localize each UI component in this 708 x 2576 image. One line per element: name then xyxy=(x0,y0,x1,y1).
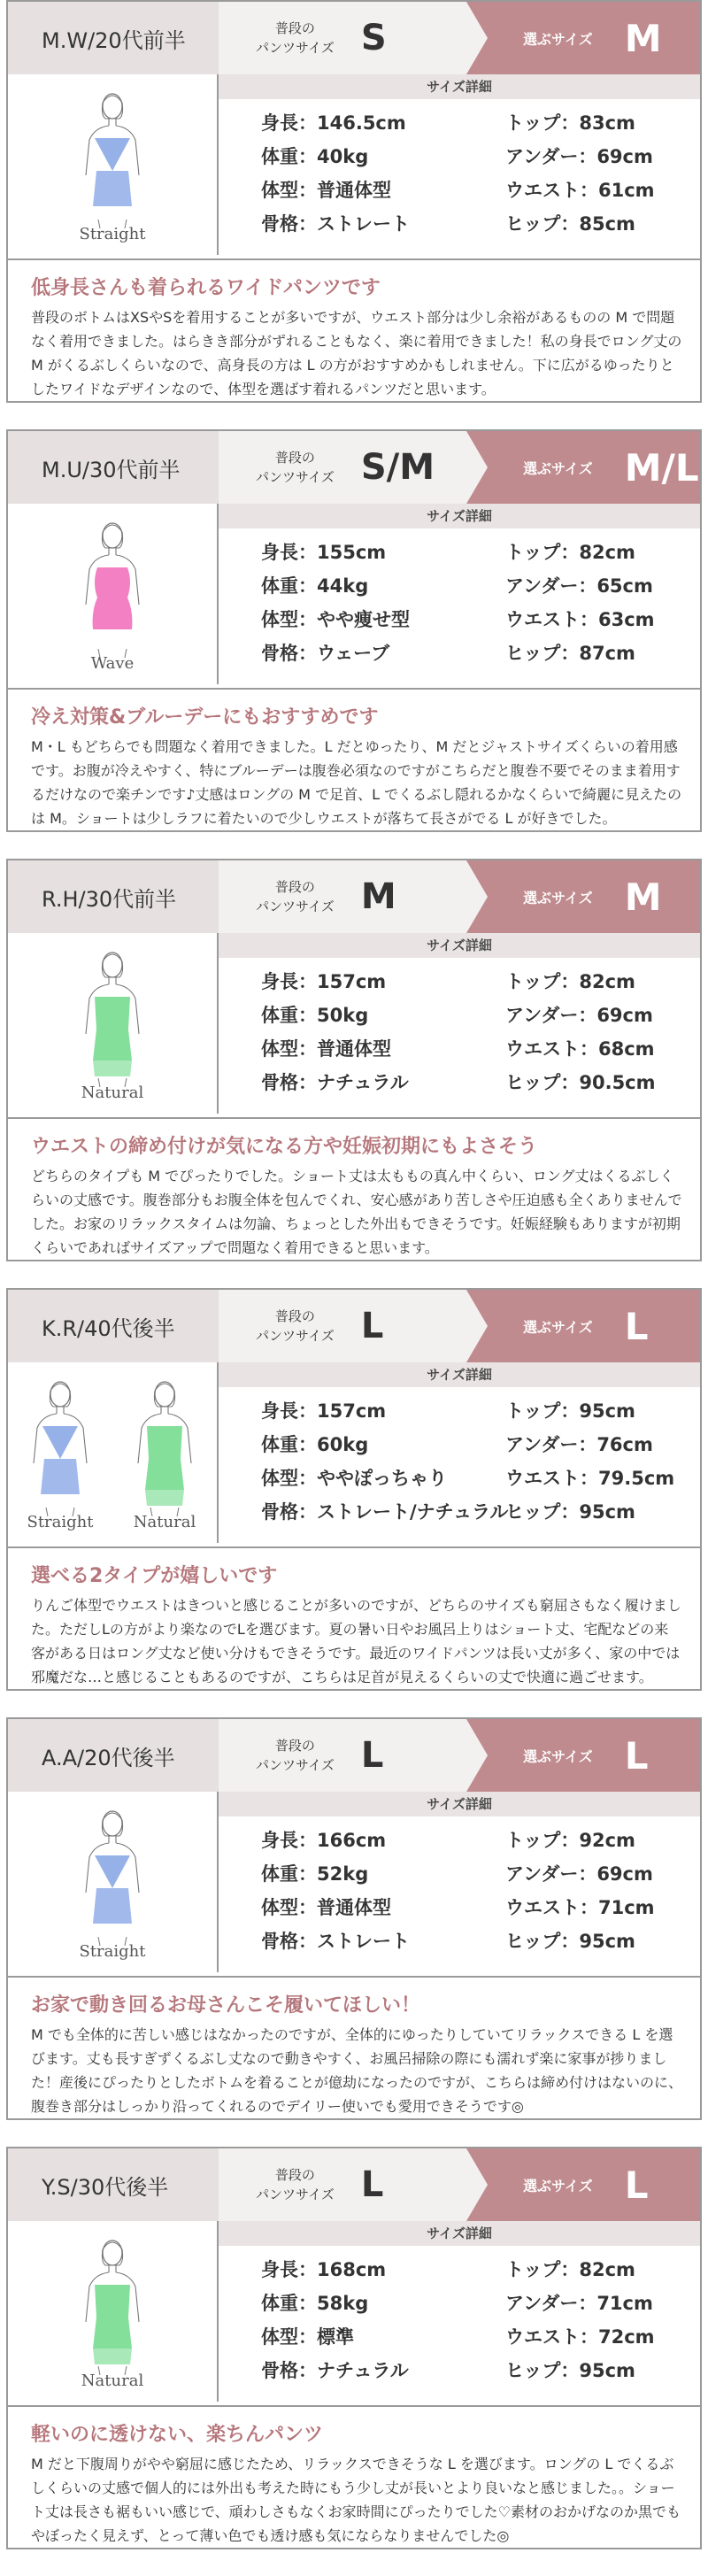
size-stat: ウエスト：71cm xyxy=(505,1897,655,1918)
body-figure-wave xyxy=(68,516,157,673)
chosen-size-box xyxy=(466,431,700,504)
usual-size-label-line1: 普段の xyxy=(274,2167,315,2183)
size-detail-grid xyxy=(219,1387,700,1527)
size-stat: 体型：やや痩せ型 xyxy=(261,609,410,630)
size-stat: ウエスト：61cm xyxy=(505,180,655,201)
review-body xyxy=(8,1117,700,1260)
size-stat: ヒップ：87cm xyxy=(505,643,635,664)
review-card xyxy=(6,1288,702,1691)
usual-size-label-line2: パンツサイズ xyxy=(256,899,335,914)
body-type-figures xyxy=(8,504,219,684)
body-type-label: Straight xyxy=(79,1941,146,1961)
usual-size-label-line2: パンツサイズ xyxy=(256,2187,335,2202)
review-body xyxy=(8,688,700,830)
body-figure-straight xyxy=(68,87,157,243)
body-type-label: Natural xyxy=(133,1512,196,1531)
body-figure-natural xyxy=(120,1375,209,1531)
size-stat: トップ：83cm xyxy=(505,112,635,134)
usual-size-label xyxy=(256,19,335,58)
reviewer-name-text: M.U/30代前半 xyxy=(42,457,181,482)
review-text: どちらのタイプも M でぴったりでした。ショート丈は太ももの真ん中くらい、ロング丈はくるぶしくらいの丈感です。腹巻部分もお腹全体を包んでくれ、安心感があり苦しさや圧迫感も全くありませんでした。お家のリラックスタイムは勿論、ちょっとした外出もできそうです。妊娠経験もありますが初期くらいであればサイズアップで問題なく着用できると思います。 xyxy=(31,1168,682,1256)
body-type-label: Natural xyxy=(81,2371,144,2390)
size-stat: アンダー：65cm xyxy=(505,575,653,597)
size-stat: アンダー：69cm xyxy=(505,1005,653,1026)
usual-size-value: S xyxy=(360,18,387,58)
natural-silhouette-icon xyxy=(68,2233,157,2375)
usual-size-value: L xyxy=(360,1306,384,1346)
size-stat: 身長：157cm xyxy=(261,971,387,992)
size-stat: トップ：92cm xyxy=(505,1830,635,1851)
body-figure-straight xyxy=(16,1375,104,1531)
review-title: 低身長さんも着られるワイドパンツです xyxy=(31,277,381,299)
chosen-size-value: M/L xyxy=(624,445,699,490)
size-detail-grid xyxy=(219,958,700,1098)
size-stat: 体重：52kg xyxy=(261,1863,369,1885)
size-stat: トップ：82cm xyxy=(505,2259,635,2280)
usual-size-label xyxy=(256,448,335,487)
size-stat: 身長：157cm xyxy=(261,1400,387,1422)
size-stat: 身長：155cm xyxy=(261,542,387,563)
review-body xyxy=(8,2405,700,2548)
chosen-size-box xyxy=(466,2,700,74)
usual-size-label-line2: パンツサイズ xyxy=(256,1757,335,1773)
size-stat: 骨格：ナチュラル xyxy=(261,2360,409,2381)
body-type-figures xyxy=(8,1792,219,1972)
usual-size-label-line1: 普段の xyxy=(274,1738,315,1754)
size-stat: 体重：44kg xyxy=(261,575,369,597)
body-figure-straight xyxy=(68,1804,157,1961)
size-detail xyxy=(219,1362,700,1543)
review-body xyxy=(8,258,700,401)
review-card xyxy=(6,429,702,832)
chosen-size-value: L xyxy=(624,1304,649,1348)
size-stat: 身長：166cm xyxy=(261,1830,387,1851)
size-stat: 体型：標準 xyxy=(261,2326,354,2348)
size-stat: 身長：168cm xyxy=(261,2259,387,2280)
size-stat: トップ：82cm xyxy=(505,542,635,563)
usual-size-value: L xyxy=(360,1735,384,1776)
body-figure-natural xyxy=(68,945,157,1102)
usual-size-box xyxy=(219,1719,466,1792)
size-stat: ウエスト：63cm xyxy=(505,609,655,630)
straight-silhouette-icon xyxy=(68,1804,157,1946)
size-stat: トップ：82cm xyxy=(505,971,635,992)
chosen-size-label: 選ぶサイズ xyxy=(523,30,593,48)
size-stat: アンダー：76cm xyxy=(505,1434,653,1455)
usual-size-label-line2: パンツサイズ xyxy=(256,1328,335,1344)
size-detail-grid xyxy=(219,1816,700,1956)
reviewer-name xyxy=(8,860,219,933)
usual-size-label-line1: 普段の xyxy=(274,879,315,895)
size-stat: アンダー：71cm xyxy=(505,2293,653,2314)
size-detail-heading: サイズ詳細 xyxy=(219,2221,700,2246)
natural-silhouette-icon xyxy=(120,1375,209,1516)
reviewer-name xyxy=(8,2,219,74)
usual-size-box xyxy=(219,431,466,504)
chosen-size-value: L xyxy=(624,2163,649,2207)
size-stat: 骨格：ストレート xyxy=(261,1931,410,1952)
size-detail xyxy=(219,74,700,255)
body-type-label: Straight xyxy=(27,1512,94,1531)
reviewer-name-text: K.R/40代後半 xyxy=(42,1315,175,1341)
usual-size-box xyxy=(219,1290,466,1362)
chosen-size-label: 選ぶサイズ xyxy=(523,889,593,906)
usual-size-box xyxy=(219,860,466,933)
size-stat: ヒップ：90.5cm xyxy=(505,1072,656,1093)
reviewer-name-text: Y.S/30代後半 xyxy=(42,2174,169,2200)
size-detail-heading: サイズ詳細 xyxy=(219,74,700,99)
review-body xyxy=(8,1976,700,2118)
chosen-size-label: 選ぶサイズ xyxy=(523,459,593,477)
size-stat: 体重：58kg xyxy=(261,2293,369,2314)
review-text: 普段のボトムはXSやSを着用することが多いですが、ウエスト部分は少し余裕があるものの M で問題なく着用できました。はらきき部分がずれることもなく、楽に着用できました！私の身長でロング丈の M がくるぶしくらいなので、高身長の方は L の方がおすすめかもしれません。下に広がるゆったりとしたワイドなデザインなので、体型を選ばす着れるパンツだと思います。 xyxy=(31,309,682,397)
size-detail-heading: サイズ詳細 xyxy=(219,933,700,958)
size-stat: 体型：普通体型 xyxy=(261,1897,391,1918)
size-stat: ウエスト：68cm xyxy=(505,1038,655,1060)
review-card xyxy=(6,859,702,1261)
chosen-size-label: 選ぶサイズ xyxy=(523,1747,593,1765)
reviewer-name xyxy=(8,431,219,504)
usual-size-label xyxy=(256,1307,335,1346)
size-stat: アンダー：69cm xyxy=(505,146,653,167)
review-card xyxy=(6,2147,702,2549)
usual-size-value: S/M xyxy=(360,447,435,488)
wave-silhouette-icon xyxy=(68,516,157,658)
size-stat: ヒップ：95cm xyxy=(505,1931,635,1952)
usual-size-label-line2: パンツサイズ xyxy=(256,40,335,56)
size-detail-heading: サイズ詳細 xyxy=(219,504,700,528)
size-stat: 体型：ややぽっちゃり xyxy=(261,1468,447,1489)
review-title: 冷え対策&ブルーデーにもおすすめです xyxy=(31,706,379,729)
size-detail xyxy=(219,2221,700,2402)
chosen-size-box xyxy=(466,1719,700,1792)
body-figure-natural xyxy=(68,2233,157,2390)
size-stat: アンダー：69cm xyxy=(505,1863,653,1885)
size-stat: ヒップ：95cm xyxy=(505,1501,635,1523)
review-title: 軽いのに透けない、楽ちんパンツ xyxy=(31,2424,324,2446)
chosen-size-box xyxy=(466,2148,700,2221)
size-stat: 骨格：ナチュラル xyxy=(261,1072,409,1093)
reviewer-name xyxy=(8,1290,219,1362)
usual-size-label xyxy=(256,1736,335,1775)
size-stat: ウエスト：79.5cm xyxy=(505,1468,675,1489)
straight-silhouette-icon xyxy=(16,1375,104,1516)
body-type-figures xyxy=(8,74,219,255)
usual-size-box xyxy=(219,2148,466,2221)
reviewer-name xyxy=(8,1719,219,1792)
size-detail xyxy=(219,933,700,1114)
body-type-figures xyxy=(8,1362,219,1543)
body-type-figures xyxy=(8,933,219,1114)
size-detail-heading: サイズ詳細 xyxy=(219,1792,700,1816)
review-text: M・L もどちらでも問題なく着用できました。L だとゆったり、M だとジャストサイズくらいの着用感です。お腹が冷えやすく、特にブルーデーは腹巻必須なのですがこちらだと腹巻不要でそのまま着用するだけなので楽チンです♪丈感はロングの M で足首、L でくるぶし隠れるかなくらいで綺麗に見えたのは M。ショートは少しラフに着たいので少しウエストが落ちて長さがでる L が好きでした。 xyxy=(31,738,682,827)
review-body xyxy=(8,1546,700,1689)
usual-size-value: L xyxy=(360,2164,384,2205)
reviewer-name-text: R.H/30代前半 xyxy=(42,886,177,912)
size-detail xyxy=(219,504,700,684)
reviewer-name-text: A.A/20代後半 xyxy=(42,1745,175,1770)
usual-size-box xyxy=(219,2,466,74)
size-stat: 体型：普通体型 xyxy=(261,1038,391,1060)
review-title: お家で動き回るお母さんこそ履いてほしい！ xyxy=(31,1994,421,2017)
size-detail-grid xyxy=(219,2246,700,2386)
usual-size-value: M xyxy=(360,876,396,917)
usual-size-label xyxy=(256,877,335,916)
chosen-size-value: L xyxy=(624,1733,649,1778)
review-title: ウエストの締め付けが気になる方や妊娠初期にもよさそう xyxy=(31,1136,538,1158)
size-stat: 体型：普通体型 xyxy=(261,180,391,201)
size-stat: 骨格：ストレート/ナチュラル xyxy=(261,1501,509,1523)
size-stat: 身長：146.5cm xyxy=(261,112,406,134)
body-type-label: Straight xyxy=(79,224,146,243)
review-text: M だと下腹周りがやや窮屈に感じたため、リラックスできそうな L を選びます。ロングの L でくるぶしくらいの丈感で個人的には外出も考えた時にもう少し丈が長いとより良いなと感じました。。ショート丈は長さも裾もいい感じで、頑わしさもなくお家時間にぴったりでした♡素材のおかげなのか黒でもやぼったく見えず、とって薄い色でも透け感も気にならなりませんでした◎ xyxy=(31,2456,681,2544)
reviewer-name xyxy=(8,2148,219,2221)
size-detail xyxy=(219,1792,700,1972)
usual-size-label-line2: パンツサイズ xyxy=(256,469,335,485)
size-stat: 体重：50kg xyxy=(261,1005,369,1026)
review-card xyxy=(6,1717,702,2120)
size-stat: 体重：40kg xyxy=(261,146,369,167)
chosen-size-label: 選ぶサイズ xyxy=(523,1318,593,1336)
natural-silhouette-icon xyxy=(68,945,157,1087)
usual-size-label-line1: 普段の xyxy=(274,1308,315,1324)
usual-size-label xyxy=(256,2165,335,2204)
size-stat: トップ：95cm xyxy=(505,1400,635,1422)
size-stat: 骨格：ウェーブ xyxy=(261,643,390,664)
size-stat: 骨格：ストレート xyxy=(261,213,410,235)
chosen-size-value: M xyxy=(624,16,662,60)
size-detail-grid xyxy=(219,99,700,239)
size-stat: ウエスト：72cm xyxy=(505,2326,655,2348)
size-detail-grid xyxy=(219,528,700,668)
review-card xyxy=(6,0,702,403)
size-stat: 体重：60kg xyxy=(261,1434,369,1455)
review-text: M でも全体的に苦しい感じはなかったのですが、全体的にゆったりしていてリラックスできる L を選びます。丈も長すぎずくるぶし丈なので動きやすく、お風呂掃除の際にも濡れず楽に家事が捗りました！産後にぴったりとしたボトムを着ることが億劫になったのですが、こちらは締め付けはないのに、腹巻き部分はしっかり沿ってくれるのでデイリー使いでも愛用できそうです◎ xyxy=(31,2026,683,2115)
size-stat: ヒップ：95cm xyxy=(505,2360,635,2381)
body-type-label: Natural xyxy=(81,1083,144,1102)
chosen-size-label: 選ぶサイズ xyxy=(523,2177,593,2194)
size-detail-heading: サイズ詳細 xyxy=(219,1362,700,1387)
straight-silhouette-icon xyxy=(68,87,157,228)
usual-size-label-line1: 普段の xyxy=(274,20,315,36)
review-text: りんご体型でウエストはきついと感じることが多いのですが、どちらのサイズも窮屈さもなく履けました。ただしLの方がより楽なのでLを選びます。夏の暑い日やお風呂上りはショート丈、宅配などの来客がある日はロング丈など使い分けもできそうです。最近のワイドパンツは長い丈が多く、家の中では邪魔だな…と感じることもあるのですが、こちらは足首が見えるくらいの丈で快適に過ごせます。 xyxy=(31,1597,681,1685)
review-title: 選べる2タイプが嬉しいです xyxy=(31,1565,278,1587)
chosen-size-box xyxy=(466,860,700,933)
body-type-label: Wave xyxy=(90,653,135,673)
chosen-size-box xyxy=(466,1290,700,1362)
usual-size-label-line1: 普段の xyxy=(274,450,315,466)
reviewer-name-text: M.W/20代前半 xyxy=(42,27,186,53)
size-stat: ヒップ：85cm xyxy=(505,213,635,235)
chosen-size-value: M xyxy=(624,875,662,919)
body-type-figures xyxy=(8,2221,219,2402)
